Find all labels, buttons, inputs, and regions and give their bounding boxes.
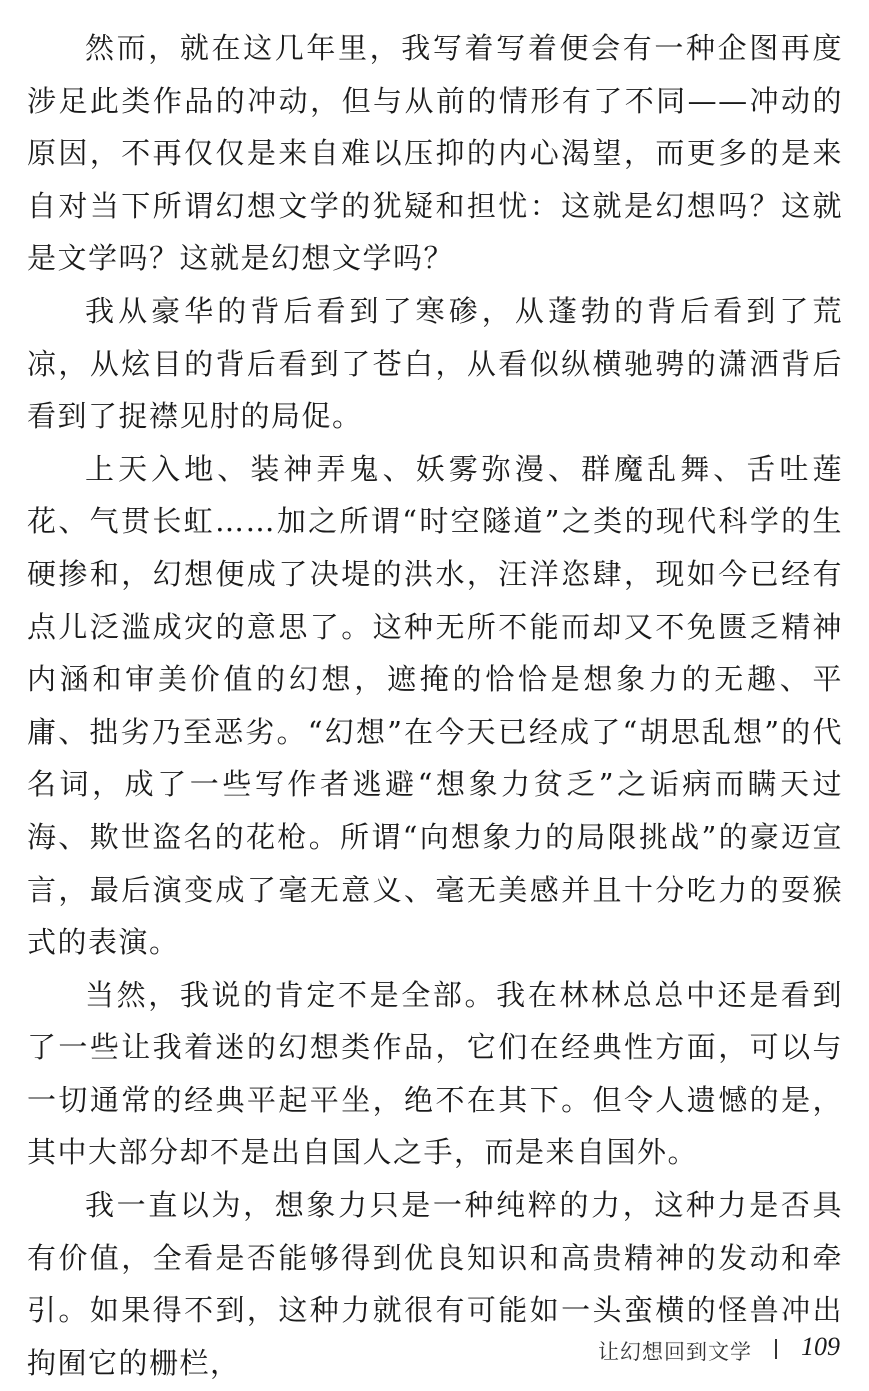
- page-body: [27, 22, 843, 1389]
- paragraph: 然而，就在这几年里，我写着写着便会有一种企图再度涉足此类作品的冲动，但与从前的情形有了不同——冲动的原因，不再仅仅是来自难以压抑的内心渴望，而更多的是来自对当下所谓幻想文学的犹疑和担忧：这就是幻想吗？这就是文学吗？这就是幻想文学吗？: [27, 31, 843, 276]
- paragraph: 上天入地、装神弄鬼、妖雾弥漫、群魔乱舞、舌吐莲花、气贯长虹……加之所谓“时空隧道”之类的现代科学的生硬掺和，幻想便成了决堤的洪水，汪洋恣肆，现如今已经有点儿泛滥成灾的意思了。这种无所不能而却又不免匮乏精神内涵和审美价值的幻想，遮掩的恰恰是想象力的无趣、平庸、拙劣乃至恶劣。“幻想”在今天已经成了“胡思乱想”的代名词，成了一些写作者逃避“想象力贫乏”之诟病而瞒天过海、欺世盗名的花枪。所谓“向想象力的局限挑战”的豪迈宣言，最后演变成了毫无意义、毫无美感并且十分吃力的耍猴式的表演。: [27, 451, 843, 960]
- paragraph: 当然，我说的肯定不是全部。我在林林总总中还是看到了一些让我着迷的幻想类作品，它们在经典性方面，可以与一切通常的经典平起平坐，绝不在其下。但令人遗憾的是，其中大部分却不是出自国人之手，而是来自国外。: [27, 977, 843, 1170]
- paragraph: 我从豪华的背后看到了寒碜，从蓬勃的背后看到了荒凉，从炫目的背后看到了苍白，从看似纵横驰骋的潇洒背后看到了捉襟见肘的局促。: [27, 293, 843, 434]
- paragraph: 我一直以为，想象力只是一种纯粹的力，这种力是否具有价值，全看是否能够得到优良知识和高贵精神的发动和牵引。如果得不到，这种力就很有可能如一头蛮横的怪兽冲出拘囿它的栅栏，: [27, 1188, 843, 1380]
- running-title: 让幻想回到文学: [598, 1340, 752, 1364]
- footer-divider: [775, 1339, 777, 1359]
- page-number: 109: [801, 1332, 840, 1361]
- page-footer: [0, 1330, 869, 1370]
